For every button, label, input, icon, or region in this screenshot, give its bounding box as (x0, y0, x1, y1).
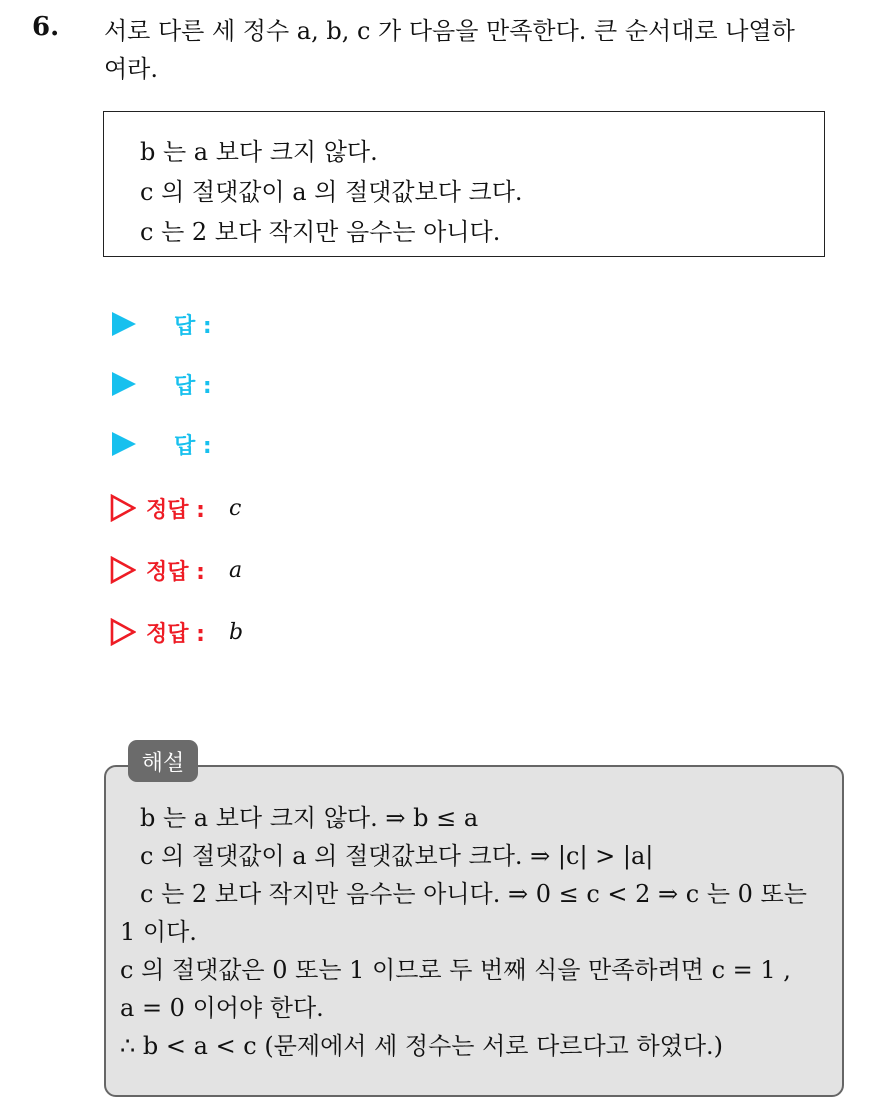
correct-label: 정답 : (146, 559, 205, 585)
correct-value: a (228, 557, 243, 583)
condition-item: c 는 2 보다 작지만 음수는 아니다. (140, 218, 501, 246)
question-line: 서로 다른 세 정수 a, b, c 가 다음을 만족한다. 큰 순서대로 나열하 (104, 17, 795, 45)
play-triangle-icon (112, 312, 136, 336)
play-triangle-icon (112, 432, 136, 456)
answer-row (110, 367, 212, 401)
explanation-line: 1 이다. (120, 918, 197, 946)
correct-value: c (228, 495, 242, 521)
answer-label: 답 : (174, 433, 212, 459)
explanation-line: c 는 2 보다 작지만 음수는 아니다. ⇒ 0 ≤ c < 2 ⇒ c 는 0 또는 (140, 880, 807, 908)
outline-triangle-icon (110, 556, 136, 584)
play-triangle-icon (112, 372, 136, 396)
explanation-content (120, 799, 836, 1065)
explanation-line: c 의 절댓값은 0 또는 1 이므로 두 번째 식을 만족하려면 c = 1 , (120, 956, 791, 984)
explanation-line: ∴ b < a < c (문제에서 세 정수는 서로 다르다고 하였다.) (120, 1032, 724, 1060)
answer-label: 답 : (174, 313, 212, 339)
explanation-line: b 는 a 보다 크지 않다. ⇒ b ≤ a (140, 804, 479, 832)
condition-item: c 의 절댓값이 a 의 절댓값보다 크다. (140, 178, 523, 206)
explanation-line: a = 0 이어야 한다. (120, 994, 324, 1022)
correct-answer-row (110, 491, 241, 525)
correct-label: 정답 : (146, 497, 205, 523)
answer-row (110, 427, 212, 461)
outline-triangle-icon (110, 494, 136, 522)
question-text (104, 12, 864, 88)
correct-answer-row (110, 553, 242, 587)
answer-row (110, 307, 212, 341)
answer-label: 답 : (174, 373, 212, 399)
correct-answer-row (110, 615, 243, 649)
explanation-tag: 해설 (128, 740, 198, 782)
question-line: 여라. (104, 55, 158, 83)
conditions-box (103, 111, 825, 257)
correct-value: b (228, 619, 244, 645)
condition-item: b 는 a 보다 크지 않다. (140, 138, 378, 166)
correct-label: 정답 : (146, 621, 205, 647)
problem-number: 6. (32, 12, 60, 42)
outline-triangle-icon (110, 618, 136, 646)
explanation-line: c 의 절댓값이 a 의 절댓값보다 크다. ⇒ |c| > |a| (140, 842, 654, 870)
